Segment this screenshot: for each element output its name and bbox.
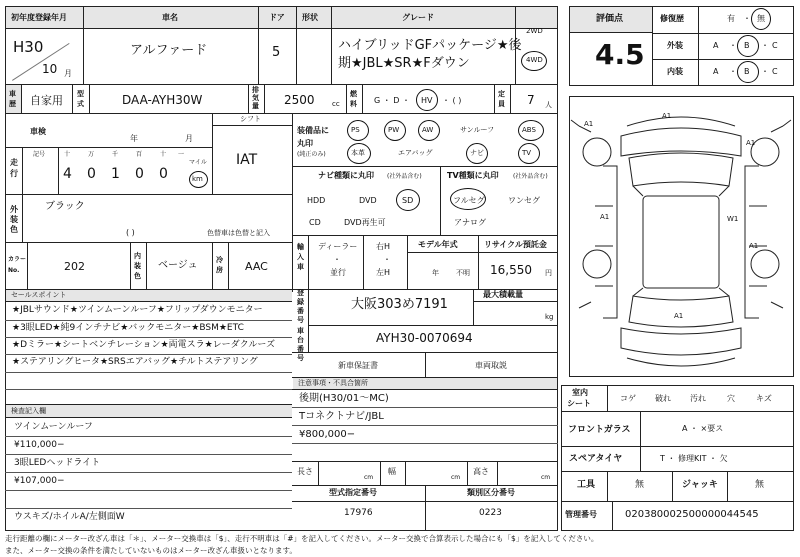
exterior-b: B [744,41,750,50]
cap-value: 7 [527,93,535,107]
color-note: 色替車は色替と記入 [207,229,270,237]
equipment-item: 本革 [351,149,365,157]
door-label: ドア [269,13,285,22]
tv-analog: アナログ [454,218,486,227]
seat-option: 破れ [655,394,671,403]
warranty-manual: 新車保証書 [338,361,378,370]
inspector-line-2: ¥110,000− [14,440,65,450]
year-value: H30 [13,38,44,56]
interior-b: B [744,67,750,76]
year-label: 初年度登録年月 [11,13,67,22]
inspector-label: 検査記入欄 [11,407,46,415]
tv-sub: (社外品含む) [513,173,548,180]
fuel-hv: HV [421,96,433,105]
diagram-mark-front: A1 [662,112,672,120]
glass-value: A ・ ×要ス [682,424,724,433]
ac-label: 冷房 [216,256,223,274]
mileage-label: 走行 [10,158,18,178]
navi-dvdplay: DVD再生可 [344,218,386,227]
navi-sd: SD [402,196,414,205]
model-label: 型式 [77,90,84,108]
repair-sep: ・ [743,14,751,23]
jack-value: 無 [755,480,765,490]
mileage-digit: 0 [87,166,96,182]
diagram-mark-front-left: A1 [584,120,594,128]
door-value: 5 [272,45,281,60]
repair-label: 修復歴 [660,14,684,23]
mileage-unit: 千 [112,151,119,158]
inspection-month: 月 [185,134,193,143]
footer-line-1: 走行距離の欄にメーター改ざん車は「＊」、メーター交換車は「$」、走行不明車は「#」を記入してください。メーター交換で合算表示した場合にも「$」を記入してください。 [5,534,599,543]
navi-hdd: HDD [307,196,326,205]
equipment-item: TV [522,149,532,157]
load-label: 最大積載量 [483,290,523,299]
grade-label: グレード [402,13,434,22]
cap-unit: 人 [545,101,552,109]
spare-value: T ・ 修理KIT ・ 欠 [660,454,728,463]
exterior-label: 外装 [667,41,683,50]
dims-height: 高さ [473,467,489,476]
equipment-item: PS [351,126,360,134]
name-label: 車名 [162,13,178,22]
mileage-km: km [192,175,203,183]
drive-2wd: 2WD [526,27,543,35]
import-left: 左H [376,268,391,277]
seat-option: 穴 [727,394,735,403]
chassis-label: 車台番号 [297,327,304,362]
exterior-c: C [772,41,778,50]
repair-yes: 有 [727,14,735,23]
dims-length: 長さ [297,467,313,476]
class-label: 類別区分番号 [467,488,515,497]
type-value: 17976 [344,508,373,518]
recycle-label: リサイクル預託金 [484,240,547,249]
import-parallel: 並行 [330,268,346,277]
interior-label: 内装 [667,67,683,76]
color-paren: ( ) [126,228,135,237]
disp-label: 排気量 [252,86,259,110]
diagram-mark-front-right: A1 [746,139,756,147]
fuel-label: 燃料 [350,90,357,108]
inspection-label: 車検 [30,127,46,136]
tools-value: 無 [635,480,645,490]
interior-dot2: ・ [761,67,769,76]
color-label: 外装色 [10,205,18,234]
drive-4wd: 4WD [526,56,543,64]
equipment-label-2: 丸印 [297,139,313,148]
cap-label: 定員 [498,90,505,108]
jack-label: ジャッキ [682,480,718,490]
seat-option: 汚れ [690,394,706,403]
name-value: アルファード [130,43,208,58]
inspector-line-4: ¥107,000− [14,476,65,486]
diagram-mark-right: W1 [727,215,739,223]
inspection-year: 年 [130,134,138,143]
sales-line-3: ★Dミラー★シートベンチレーション★両電スラ★レーダクルーズ [12,340,275,350]
diagram-mark-rear: A1 [674,312,684,320]
shift-label: シフト [240,115,261,123]
equipment-item: PW [388,126,400,134]
dims-width-unit: cm [451,474,461,481]
month-value: 10 [42,62,58,76]
model-year-label: モデル年式 [418,240,458,249]
spare-label: スペアタイヤ [569,454,623,464]
seat-label-2: シート [567,399,591,408]
diagram-mark-rear-right: A1 [749,242,759,250]
inspector-line-1: ツインムーンルーフ [14,422,93,432]
grade-line1: ハイブリッドGFパッケージ★後 [338,38,522,53]
import-dot-1: ・ [333,255,341,264]
import-dot-2: ・ [383,255,391,264]
sales-line-1: ★JBLサウンド★ツインムーンルーフ★フリップダウンモニター [12,305,263,315]
type-label: 型式指定番号 [329,488,377,497]
seat-option: コゲ [620,394,636,403]
notes-label: 注意事項・不具合箇所 [298,379,368,387]
equipment-item: エアバッグ [398,149,433,157]
exterior-a: A [713,41,719,50]
int-label: 内装色 [134,252,141,280]
mileage-digit: 4 [63,166,72,182]
interior-a: A [713,67,719,76]
import-label: 輸入車 [297,243,304,271]
mgmt-label: 管理番号 [565,510,597,519]
import-dealer: ディーラー [318,242,358,251]
exterior-dot1: ・ [729,41,737,50]
tv-label: TV種類に丸印 [447,171,499,180]
navi-dvd: DVD [359,196,377,205]
equipment-item: サンルーフ [460,126,495,134]
tools-label: 工具 [577,480,596,490]
load-unit: kg [545,313,554,321]
model-year-unknown: 不明 [456,269,470,277]
navi-sub: (社外品含む) [387,173,422,180]
shift-value: IAT [236,152,258,168]
registration-label: 登録番号 [297,289,304,324]
dims-height-unit: cm [541,474,551,481]
glass-label: フロントガラス [568,425,631,435]
car-diagram [569,96,794,377]
color-value: ブラック [45,201,85,212]
dims-length-unit: cm [364,474,374,481]
sales-label: セールスポイント [11,291,67,299]
navi-cd: CD [309,218,321,227]
sales-line-2: ★3眼LED★純9インチナビ★バックモニター★BSM★ETC [12,323,244,333]
equipment-sub: (純正のみ) [297,151,326,158]
repair-no: 無 [757,14,765,23]
equipment-item: ナビ [470,149,484,157]
ac-value: AAC [245,260,268,273]
interior-dot1: ・ [729,67,737,76]
equipment-item: ABS [522,126,536,134]
disp-value: 2500 [284,93,315,107]
tv-oneseg: ワンセグ [508,196,540,205]
mileage-digit: 0 [159,166,168,182]
chassis-value: AYH30-0070694 [376,331,473,345]
mileage-unit: 十 [64,151,71,158]
sales-line-4: ★ステアリングヒータ★SRSエアバッグ★チルトステアリング [12,357,258,367]
inspector-line-6: ウスキズ/ホイルA/左側面W [14,512,125,522]
mileage-unit: 十 [160,151,167,158]
model-value: DAA-AYH30W [122,93,203,107]
notes-line-1: 後期(H30/01〜MC) [299,393,389,404]
seat-label-1: 室内 [572,388,588,397]
tv-fullseg: フルセグ [453,196,485,205]
notes-line-3: ¥800,000− [299,429,356,440]
mileage-mile: マイル [189,159,207,166]
recycle-unit: 円 [545,269,552,277]
mileage-unit: 百 [136,151,143,158]
score-value: 4.5 [595,38,645,71]
grade-line2: 期★JBL★SR★Fダウン [338,56,470,71]
score-label: 評価点 [596,14,624,24]
mileage-mark: 記号 [33,151,46,158]
recycle-value: 16,550 [490,263,532,277]
mileage-unit: 一 [178,151,185,158]
dims-width: 幅 [388,467,396,476]
warranty-handbook: 車両取説 [475,361,507,370]
registration-value: 大阪303め7191 [351,297,448,312]
usage-value: 自家用 [30,94,63,107]
fuel-paren: ・ ( ) [442,96,462,105]
exterior-dot2: ・ [761,41,769,50]
mileage-digit: 1 [111,166,120,182]
equipment-item: AW [422,126,434,134]
month-unit: 月 [64,69,72,78]
seat-option: キズ [756,394,772,403]
model-year-unit: 年 [432,269,439,277]
mileage-digit: 0 [135,166,144,182]
footer-line-2: また、メーター交換の条件を満たしていないものはメーター改ざん車扱いとなります。 [5,546,297,555]
class-value: 0223 [479,508,502,518]
fuel-options: G ・ D ・ [374,96,410,105]
inspector-line-3: 3眼LEDヘッドライト [14,458,101,468]
diagram-mark-left: A1 [600,213,610,221]
usage-label: 車歴 [9,90,16,108]
interior-c: C [772,67,778,76]
colorno-label: カラーNo. [8,256,27,274]
mileage-unit: 万 [88,151,95,158]
colorno-value: 202 [64,260,85,273]
disp-unit: cc [332,100,340,108]
shape-label: 形状 [302,13,318,22]
mgmt-value: 020380002500000044545 [625,509,759,520]
int-value: ベージュ [158,260,198,271]
equipment-label-1: 装備品に [297,126,329,135]
import-right: 右H [376,242,391,251]
navi-label: ナビ種類に丸印 [318,171,374,180]
notes-line-2: Tコネクトナビ/JBL [299,411,384,422]
